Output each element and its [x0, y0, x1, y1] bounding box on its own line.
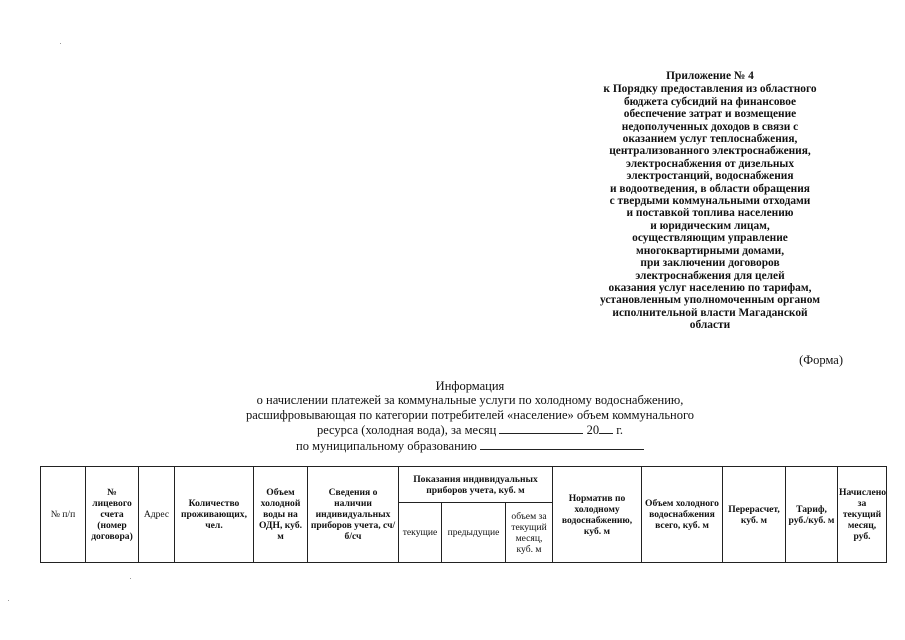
info-period-prefix: ресурса (холодная вода), за месяц — [316, 423, 497, 438]
year-blank — [599, 422, 613, 434]
info-title: Информация — [435, 379, 505, 393]
appendix-line: многоквартирными домами, — [635, 244, 785, 257]
appendix-header — [560, 70, 860, 332]
info-municipality-line — [170, 438, 770, 453]
header-meters: Сведения о наличии индивидуальных приборов учета, сч/б/сч — [308, 467, 399, 563]
appendix-line: исполнительной власти Магаданской — [612, 306, 808, 319]
info-year-prefix: 20 — [586, 423, 600, 438]
appendix-line: и поставкой топлива населению — [626, 207, 794, 220]
appendix-line: бюджета субсидий на финансовое — [623, 95, 797, 108]
form-label: (Форма) — [799, 353, 843, 367]
appendix-line: с твердыми коммунальными отходами — [609, 195, 811, 208]
info-line: о начислении платежей за коммунальные услуги по холодному водоснабжению, — [256, 393, 684, 408]
appendix-line: электроснабжения от дизельных — [625, 157, 795, 170]
appendix-line: оказанием услуг теплоснабжения, — [622, 133, 798, 146]
header-norm: Норматив по холодному водоснабжению, куб. м — [553, 467, 642, 563]
scan-speck — [60, 43, 61, 44]
appendix-line: оказания услуг населению по тарифам, — [608, 281, 812, 294]
charges-table — [40, 466, 887, 563]
header-readings: Показания индивидуальных приборов учета, куб. м — [399, 467, 553, 503]
header-address: Адрес — [139, 467, 175, 563]
appendix-line: электроснабжения для целей — [635, 269, 785, 282]
info-block — [170, 379, 770, 453]
municipality-blank — [480, 438, 644, 450]
appendix-line: области — [689, 319, 731, 332]
appendix-line: и водоотведения, в области обращения — [610, 182, 810, 195]
header-num: № п/п — [41, 467, 86, 563]
appendix-line: к Порядку предоставления из областного — [603, 83, 817, 96]
appendix-line: электростанций, водоснабжения — [626, 170, 794, 183]
info-year-suffix: г. — [616, 423, 624, 438]
header-tariff: Тариф, руб./куб. м — [786, 467, 838, 563]
appendix-line: осуществляющим управление — [632, 232, 788, 245]
header-charged: Начислено за текущий месяц, руб. — [838, 467, 887, 563]
appendix-line: централизованного электроснабжения, — [609, 145, 811, 158]
header-month-volume: объем за текущий месяц, куб. м — [506, 503, 553, 563]
appendix-title: Приложение № 4 — [666, 70, 754, 82]
appendix-line: при заключении договоров — [640, 257, 780, 270]
header-recalc: Перерасчет, куб. м — [723, 467, 786, 563]
header-odn: Объем холодной воды на ОДН, куб. м — [254, 467, 308, 563]
header-total: Объем холодного водоснабжения всего, куб. м — [642, 467, 723, 563]
header-previous: предыдущие — [442, 503, 506, 563]
appendix-line: установленным уполномоченным органом — [600, 294, 820, 307]
header-current: текущие — [399, 503, 442, 563]
appendix-line: обеспечение затрат и возмещение — [623, 108, 797, 121]
month-blank — [499, 422, 583, 434]
scan-speck — [8, 600, 9, 601]
info-municipality-prefix: по муниципальному образованию — [296, 438, 477, 453]
header-account: № лицевого счета (номер договора) — [86, 467, 139, 563]
info-period-line — [170, 422, 770, 437]
appendix-line: и юридическим лицам, — [650, 219, 770, 232]
appendix-line: недополученных доходов в связи с — [621, 120, 799, 133]
header-residents: Количество проживающих, чел. — [175, 467, 254, 563]
info-line: расшифровывающая по категории потребителей «население» объем коммунального — [245, 407, 695, 422]
scan-speck — [130, 578, 131, 579]
